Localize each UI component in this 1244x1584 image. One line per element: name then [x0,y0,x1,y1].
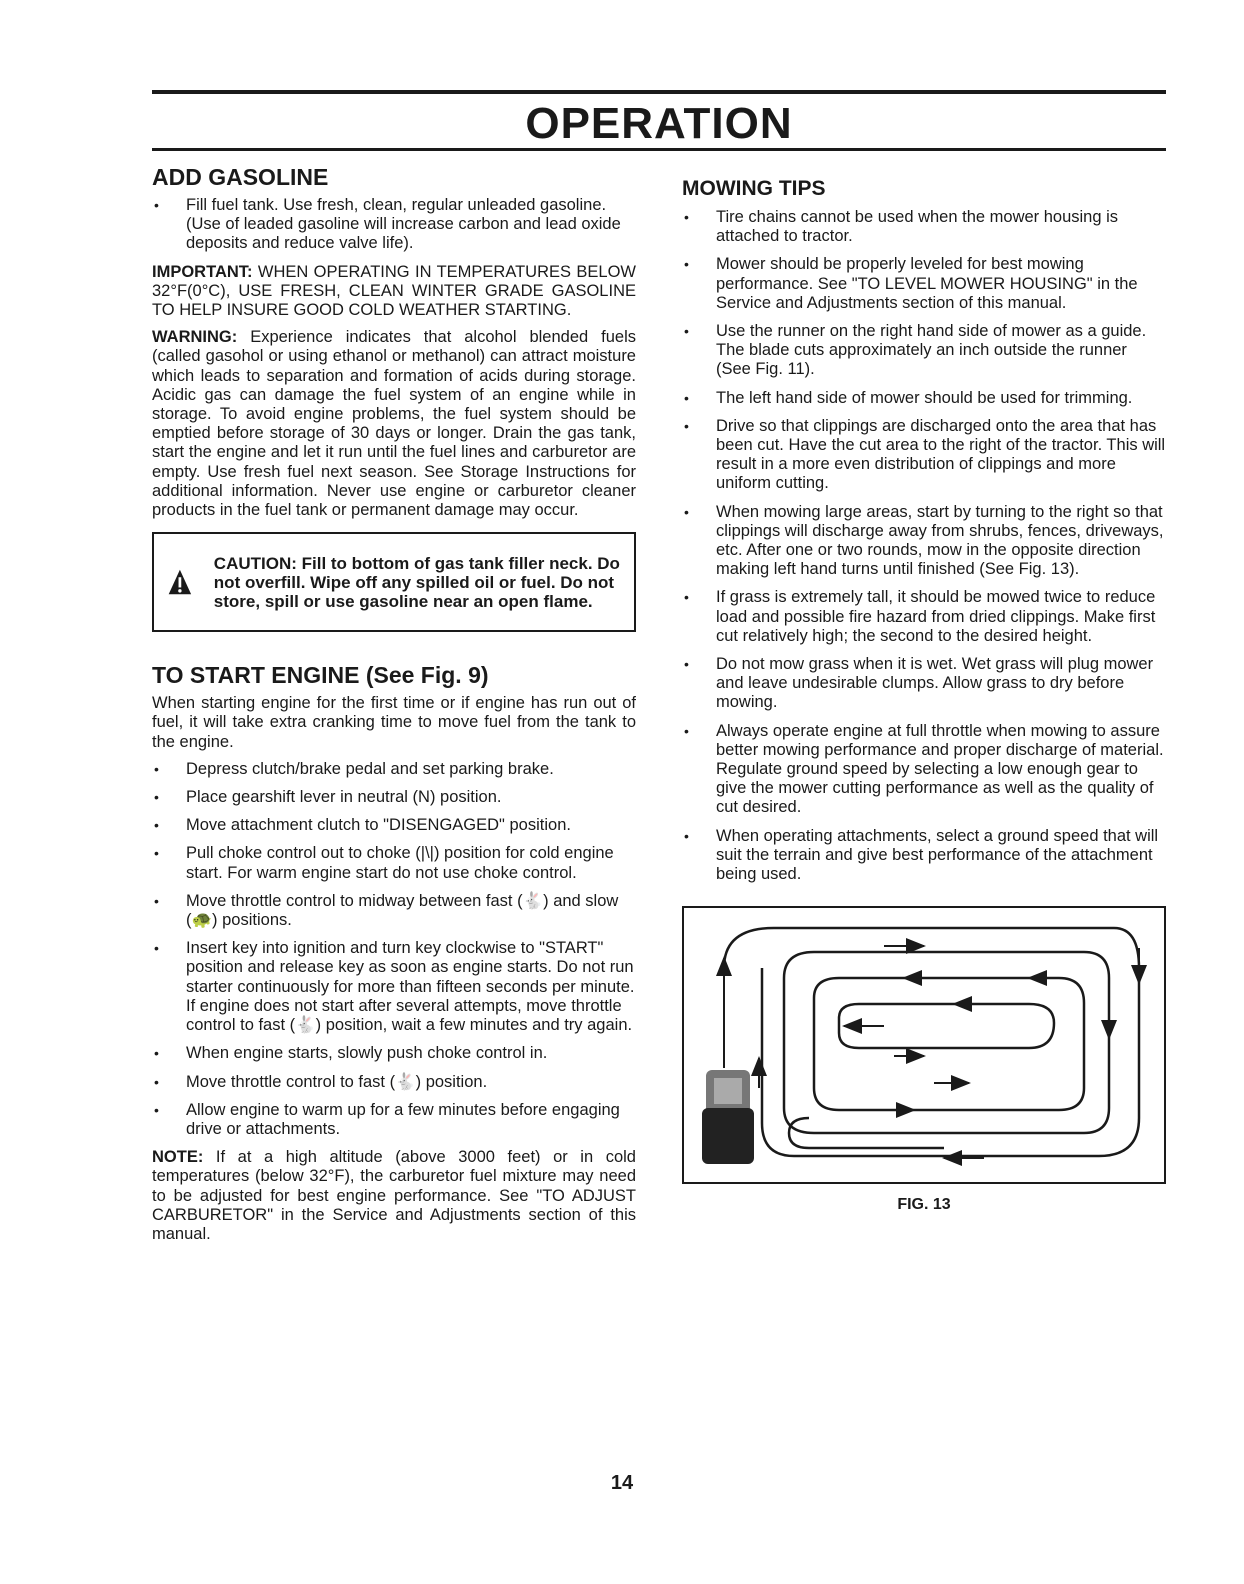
mowing-pattern-figure [682,906,1166,1184]
bullet-icon: • [154,1073,159,1090]
list-item [152,1101,636,1139]
important-paragraph [152,263,636,321]
mowing-tips-list [682,208,1166,884]
list-item-text: Do not mow grass when it is wet. Wet grass will plug mower and leave undesirable clumps. Allow grass to dry before mowing. [716,655,1154,712]
list-item-text: Depress clutch/brake pedal and set parking brake. [186,759,554,778]
list-item-text: When engine starts, slowly push choke control in. [186,1044,548,1063]
warning-label: WARNING: [152,328,238,347]
mowing-pattern-diagram [684,908,1164,1182]
list-item-text: When operating attachments, select a ground speed that will suit the terrain and give best performance of the attachment being used. [716,826,1159,884]
list-item [682,322,1166,380]
bullet-icon: • [154,940,159,957]
list-item [682,417,1166,494]
list-item [682,827,1166,885]
bullet-icon: • [154,789,159,806]
warning-triangle-icon [168,544,192,620]
bullet-icon: • [684,389,689,406]
page-number: 14 [610,1472,634,1494]
list-item [682,503,1166,580]
note-paragraph [152,1148,636,1244]
bullet-icon: • [684,722,689,739]
list-item-text: Move attachment clutch to "DISENGAGED" position. [186,816,571,835]
list-item [152,1044,636,1063]
bullet-icon: • [684,209,689,225]
warning-text: Experience indicates that alcohol blended fuels (called gasohol or using ethanol or methanol) can attract moisture which leads to separation and formation of acids during storage. Acidic gas can damage the fuel system of an engine while in storage. To avoid engine problems, the fuel system should be emptied before storage of 30 days or longer. Drain the gas tank, start the engine and let it run until the fuel lines and carburetor are empty. Use fresh fuel next season. See Storage Instructions for additional information. Never use engine or carburetor cleaner products in the fuel tank or permanent damage may occur. [152,328,636,520]
title-underline [152,148,1166,151]
bullet-icon: • [684,256,689,273]
bullet-icon: • [154,817,159,834]
list-item-text: Always operate engine at full throttle when mowing to assure better mowing performance and proper discharge of material. Regulate ground speed by selecting a low enough gear to give the mower cutting performance as well as the quality of cut desired. [716,721,1164,817]
list-item-text: Move throttle control to midway between fast (🐇) and slow (🐢) positions. [186,891,619,930]
list-item-text: Fill fuel tank. Use fresh, clean, regular unleaded gasoline. (Use of leaded gasoline will increase carbon and lead oxide deposits and reduce valve life). [186,196,621,253]
caution-box [152,532,636,632]
bullet-icon: • [684,589,689,606]
list-item [152,788,636,807]
top-rule [152,90,1166,94]
caution-text: CAUTION: Fill to bottom of gas tank filler neck. Do not overfill. Wipe off any spilled oil or fuel. Do not store, spill or use gasoline near an open flame. [213,553,620,611]
list-item [682,588,1166,646]
list-item-text: If grass is extremely tall, it should be mowed twice to reduce load and possible fire hazard from dried clippings. Make first cut relatively high; the second to the desired height. [716,588,1156,645]
bullet-icon: • [154,197,159,213]
figure-caption: FIG. 13 [897,1196,951,1214]
bullet-icon: • [154,1045,159,1062]
list-item [152,760,636,779]
bullet-icon: • [684,323,689,340]
note-label: NOTE: [152,1148,204,1167]
list-item-text: Allow engine to warm up for a few minutes before engaging drive or attachments. [186,1100,620,1138]
list-item [152,1073,636,1092]
list-item [152,196,636,254]
list-item-text: Use the runner on the right hand side of mower as a guide. The blade cuts approximately an inch outside the runner (See Fig. 11). [716,322,1147,379]
list-item [682,389,1166,408]
list-item [152,816,636,835]
tractor-icon [702,1070,754,1164]
bullet-icon: • [684,827,689,844]
list-item-text: Mower should be properly leveled for best mowing performance. See "TO LEVEL MOWER HOUSING" in the Service and Adjustments section of this manual. [716,255,1138,312]
list-item-text: Move throttle control to fast (🐇) position. [186,1072,488,1091]
bullet-icon: • [684,656,689,673]
mowing-tips-heading: MOWING TIPS [682,177,826,200]
start-engine-steps [152,760,636,1139]
bullet-icon: • [154,892,159,909]
list-item [152,939,636,1035]
list-item [152,892,636,930]
bullet-icon: • [154,760,159,777]
important-label: IMPORTANT: [152,262,253,281]
list-item [682,208,1166,246]
list-item-text: Tire chains cannot be used when the mower housing is attached to tractor. [716,208,1119,246]
list-item [682,722,1166,818]
list-item-text: Drive so that clippings are discharged onto the area that has been cut. Have the cut area to the right of the tractor. This will result in a more even distribution of clippings and more uniform cutting. [716,416,1166,493]
list-item-text: Pull choke control out to choke (|\|) position for cold engine start. For warm engine start do not use choke control. [186,844,614,882]
start-engine-heading: TO START ENGINE (See Fig. 9) [152,662,489,689]
list-item-text: Place gearshift lever in neutral (N) position. [186,788,502,807]
bullet-icon: • [684,417,689,434]
bullet-icon: • [684,503,689,520]
important-text: WHEN OPERATING IN TEMPERATURES BELOW 32°F(0°C), USE FRESH, CLEAN WINTER GRADE GASOLINE TO HELP INSURE GOOD COLD WEATHER STARTING. [152,262,636,320]
bullet-icon: • [154,845,159,862]
list-item [682,255,1166,313]
left-column [152,164,636,1252]
list-item-text: When mowing large areas, start by turning to the right so that clippings will discharge away from shrubs, fences, driveways, etc. After one or two rounds, mow in the opposite direction making left hand turns until finished (See Fig. 13). [716,502,1164,579]
page-title: OPERATION [525,99,793,148]
bullet-icon: • [154,1101,159,1118]
right-column [682,176,1166,1214]
list-item [682,655,1166,713]
list-item-text: Insert key into ignition and turn key clockwise to "START" position and release key as soon as engine starts. Do not run starter continuously for more than fifteen seconds per minute. If engine does not start after several attempts, move throttle control to fast (🐇) position, wait a few minutes and try again. [186,939,635,1035]
list-item [152,844,636,882]
list-item-text: The left hand side of mower should be used for trimming. [716,388,1133,407]
add-gasoline-list [152,196,636,254]
warning-paragraph [152,328,636,520]
add-gasoline-heading: ADD GASOLINE [152,164,329,190]
start-engine-intro: When starting engine for the first time or if engine has run out of fuel, it will take extra cranking time to move fuel from the tank to the engine. [152,694,636,751]
note-text: If at a high altitude (above 3000 feet) or in cold temperatures (below 32°F), the carburetor fuel mixture may need to be adjusted for best engine performance. See "TO ADJUST CARBURETOR" in the Service and Adjustments section of this manual. [152,1148,636,1243]
